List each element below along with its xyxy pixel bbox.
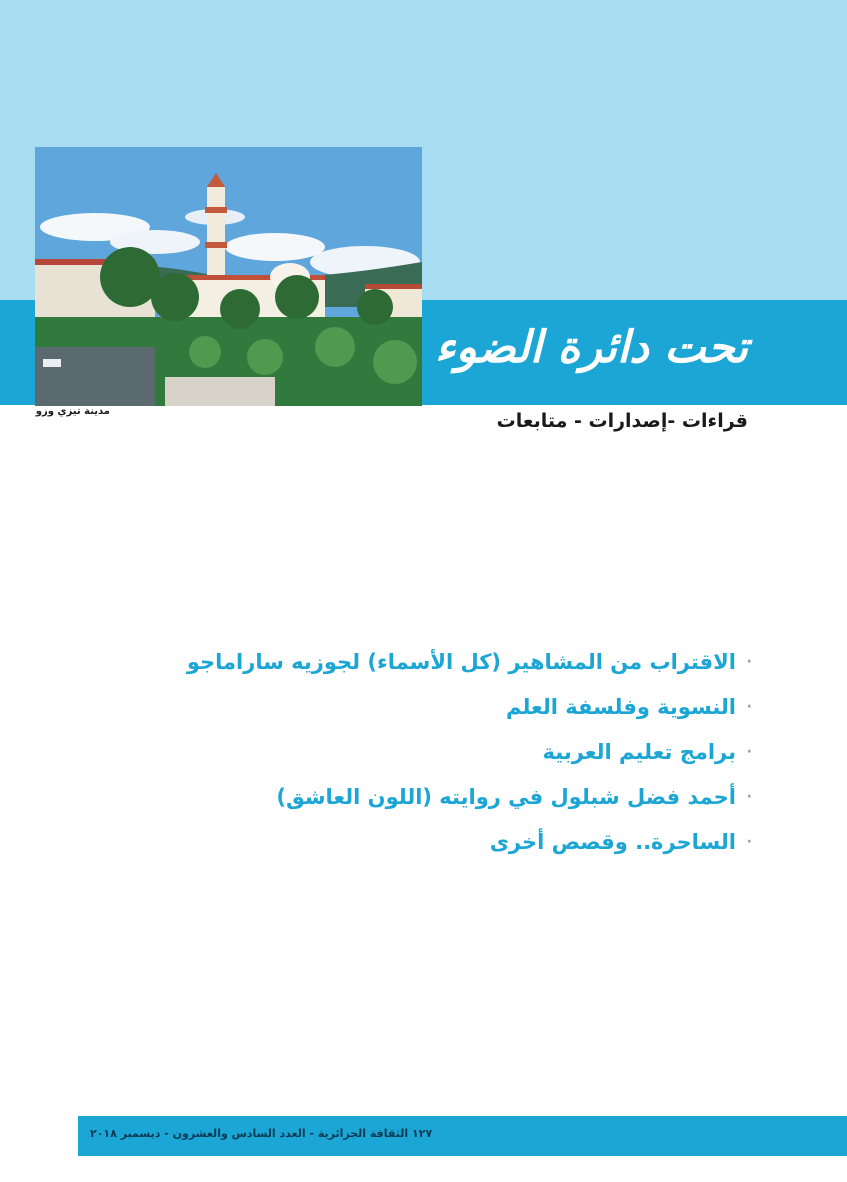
list-item-label: الاقتراب من المشاهير (كل الأسماء) لجوزيه ساراماجو <box>186 650 736 674</box>
list-item[interactable] <box>187 640 752 685</box>
bullet-icon: · <box>746 744 752 760</box>
list-item-label: الساحرة.. وقصص أخرى <box>489 830 736 854</box>
bullet-icon: · <box>746 834 752 850</box>
list-item[interactable] <box>187 685 752 730</box>
list-item[interactable] <box>187 820 752 865</box>
bullet-icon: · <box>746 699 752 715</box>
list-item[interactable] <box>187 775 752 820</box>
list-item[interactable] <box>187 730 752 775</box>
list-item-label: أحمد فضل شبلول في روايته (اللون العاشق) <box>276 785 736 809</box>
list-item-label: برامج تعليم العربية <box>542 740 736 764</box>
footer-text: ١٢٧ الثقافة الجزائرية - العدد السادس والعشرون - ديسمبر ٢٠١٨ <box>90 1127 433 1140</box>
section-subtitle: قراءات -إصدارات - متابعات <box>496 410 748 432</box>
city-photo <box>35 147 422 406</box>
contents-list <box>187 640 752 865</box>
city-photo-illustration <box>35 147 422 406</box>
bullet-icon: · <box>746 654 752 670</box>
bullet-icon: · <box>746 789 752 805</box>
section-title: تحت دائرة الضوء <box>434 322 748 373</box>
list-item-label: النسوية وفلسفة العلم <box>505 695 736 719</box>
footer-bar <box>78 1116 847 1156</box>
photo-caption: مدينة تيزي وزو <box>35 406 110 417</box>
